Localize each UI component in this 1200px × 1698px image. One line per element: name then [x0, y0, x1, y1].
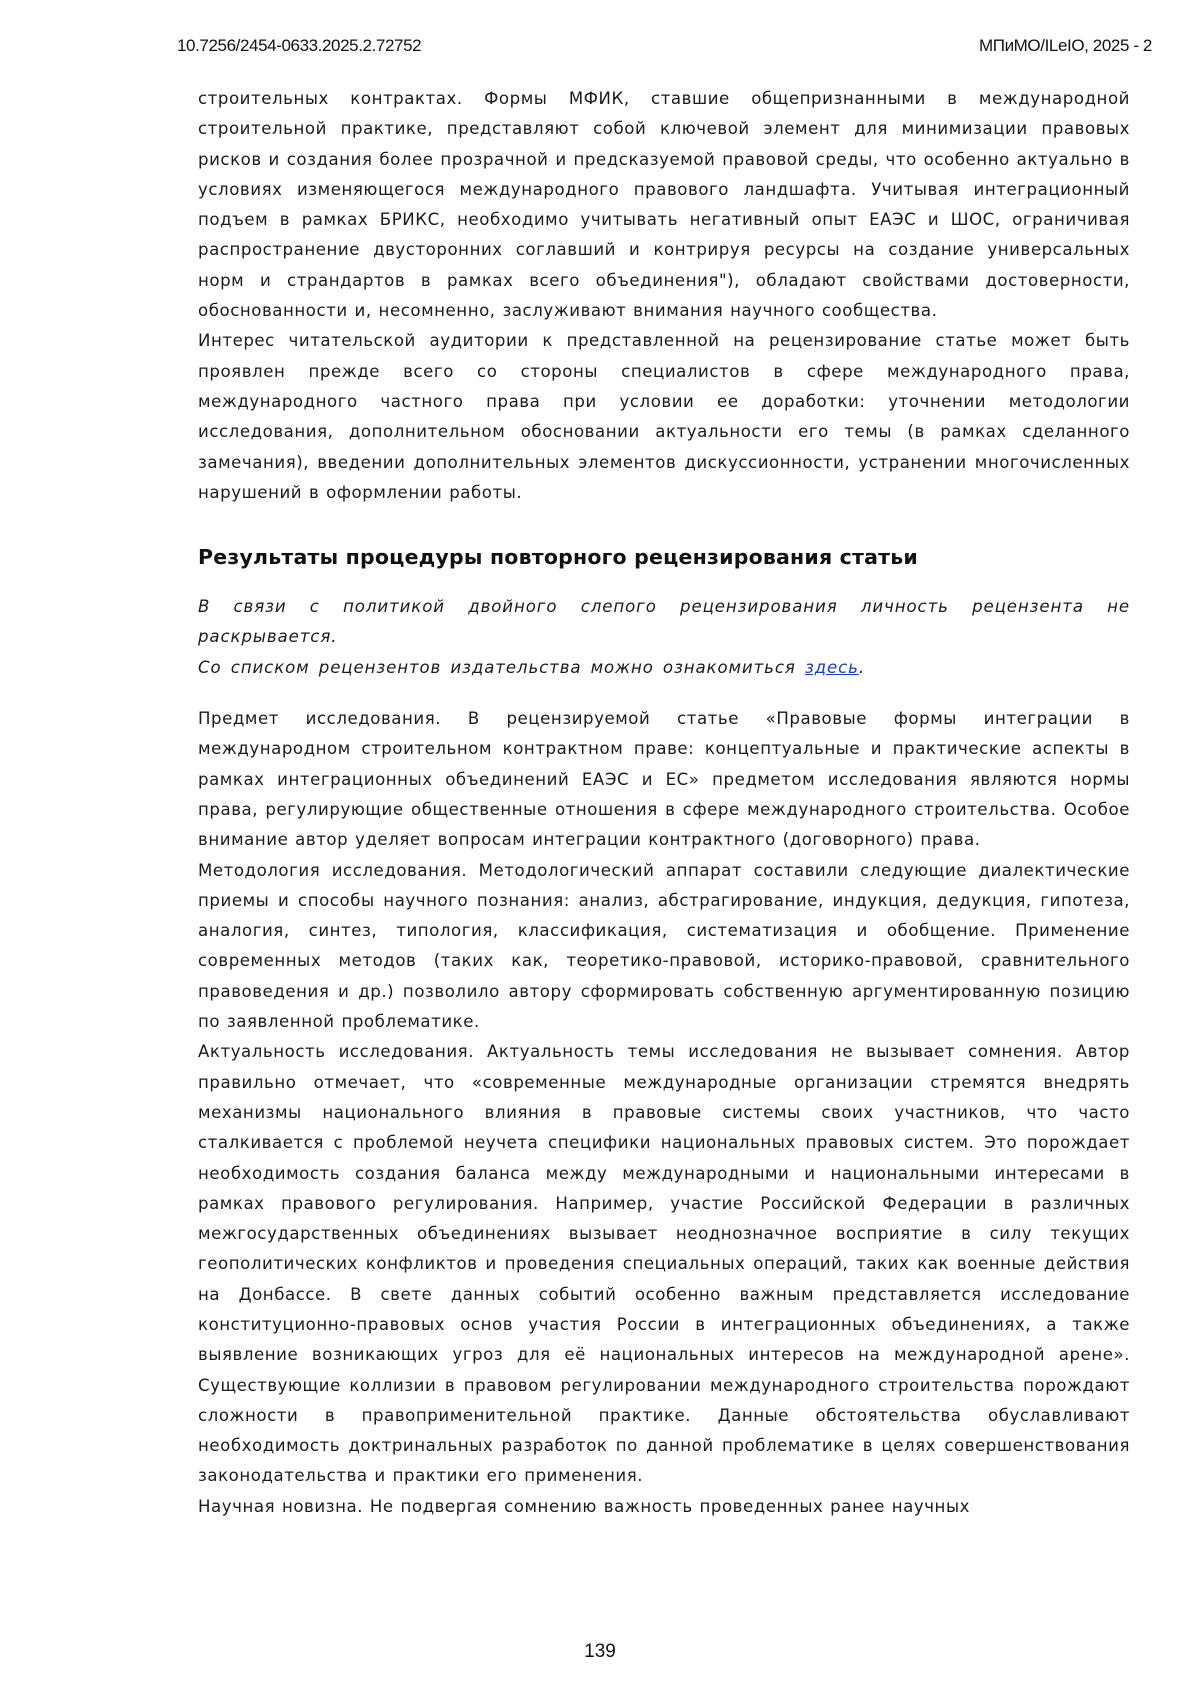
page-number: 139: [584, 1641, 616, 1662]
paragraph-methodology: Методология исследования. Методологический аппарат составили следующие диалектические приемы и способы научного познания: анализ, абстрагирование, индукция, дедукция, гипотеза, аналогия, синтез, типология, классификация, систематизация и обобщение. Применение современных методов (таких как, теоретико-правовой, историко-правовой, сравнительного правоведения и др.) позволило автору сформировать собственную аргументированную позицию по заявленной проблематике.: [198, 860, 1130, 1032]
paragraph-subject: Предмет исследования. В рецензируемой статье «Правовые формы интеграции в международном строительном контрактном праве: концептуальные и практические аспекты в рамках интеграционных объединений ЕАЭС и ЕС» предметом исследования являются нормы права, регулирующие общественные отношения в сфере международного строительства. Особое внимание автор уделяет вопросам интеграции контрактного (договорного) права.: [198, 709, 1130, 850]
doi-reference: 10.7256/2454-0633.2025.2.72752: [177, 36, 422, 55]
anonymity-note: В связи с политикой двойного слепого рецензирования личность рецензента не раскрывается.: [198, 597, 1130, 647]
running-head: [0, 36, 1200, 60]
paragraph-relevance: Актуальность исследования. Актуальность темы исследования не вызывает сомнения. Автор правильно отмечает, что «современные международные организации стремятся внедрять механизмы национального влияния в правовые системы своих участников, что часто сталкивается с проблемой неучета специфики национальных правовых систем. Это порождает необходимость создания баланса между международными и национальными интересами в рамках правового регулирования. Например, участие Российской Федерации в различных межгосударственных объединениях вызывает неоднозначное восприятие в силу текущих геополитических конфликтов и проведения специальных операций, таких как военные действия на Донбассе. В свете данных событий особенно важным представляется исследование конституционно-правовых основ участия России в интеграционных объединениях, а также выявление возникающих угроз для её национальных интересов на международной арене». Существующие коллизии в правовом регулировании международного строительства порождают сложности в правоприменительной практике. Данные обстоятельства обуславливают необходимость доктринальных разработок по данной проблематике в целях совершенствования законодательства и практики его применения.: [198, 1042, 1130, 1486]
paragraph-conclusions: строительных контрактах. Формы МФИК, ставшие общепризнанными в международной строительной практике, представляют собой ключевой элемент для минимизации правовых рисков и создания более прозрачной и предсказуемой правовой среды, что особенно актуально в условиях изменяющегося международного правового ландшафта. Учитывая интеграционный подъем в рамках БРИКС, необходимо учитывать негативный опыт ЕАЭС и ШОС, ограничивая распространение двусторонних соглавший и контрируя ресурсы на создание универсальных норм и страндартов в рамках всего объединения"), обладают свойствами достоверности, обоснованности и, несомненно, заслуживают внимания научного сообщества.: [198, 89, 1130, 321]
reviewers-note: [198, 653, 1130, 683]
spacer: [198, 683, 1130, 704]
paragraph-novelty: Научная новизна. Не подвергая сомнению важность проведенных ранее научных: [198, 1496, 970, 1516]
section-heading: Результаты процедуры повторного рецензирования статьи: [198, 545, 918, 570]
reviewers-note-text: Со списком рецензентов издательства можно ознакомиться: [198, 657, 805, 677]
reviewers-list-link[interactable]: здесь: [804, 657, 859, 677]
paragraph-audience: Интерес читательской аудитории к представленной на рецензирование статье может быть проявлен прежде всего со стороны специалистов в сфере международного права, международного частного права при условии ее доработки: уточнении методологии исследования, дополнительном обосновании актуальности его темы (в рамках сделанного замечания), введении дополнительных элементов дискуссионности, устранении многочисленных нарушений в оформлении работы.: [198, 331, 1130, 502]
reviewers-note-end: .: [858, 657, 866, 677]
article-body: [198, 84, 1130, 1522]
journal-issue: МПиМО/ILeIO, 2025 - 2: [979, 36, 1152, 55]
